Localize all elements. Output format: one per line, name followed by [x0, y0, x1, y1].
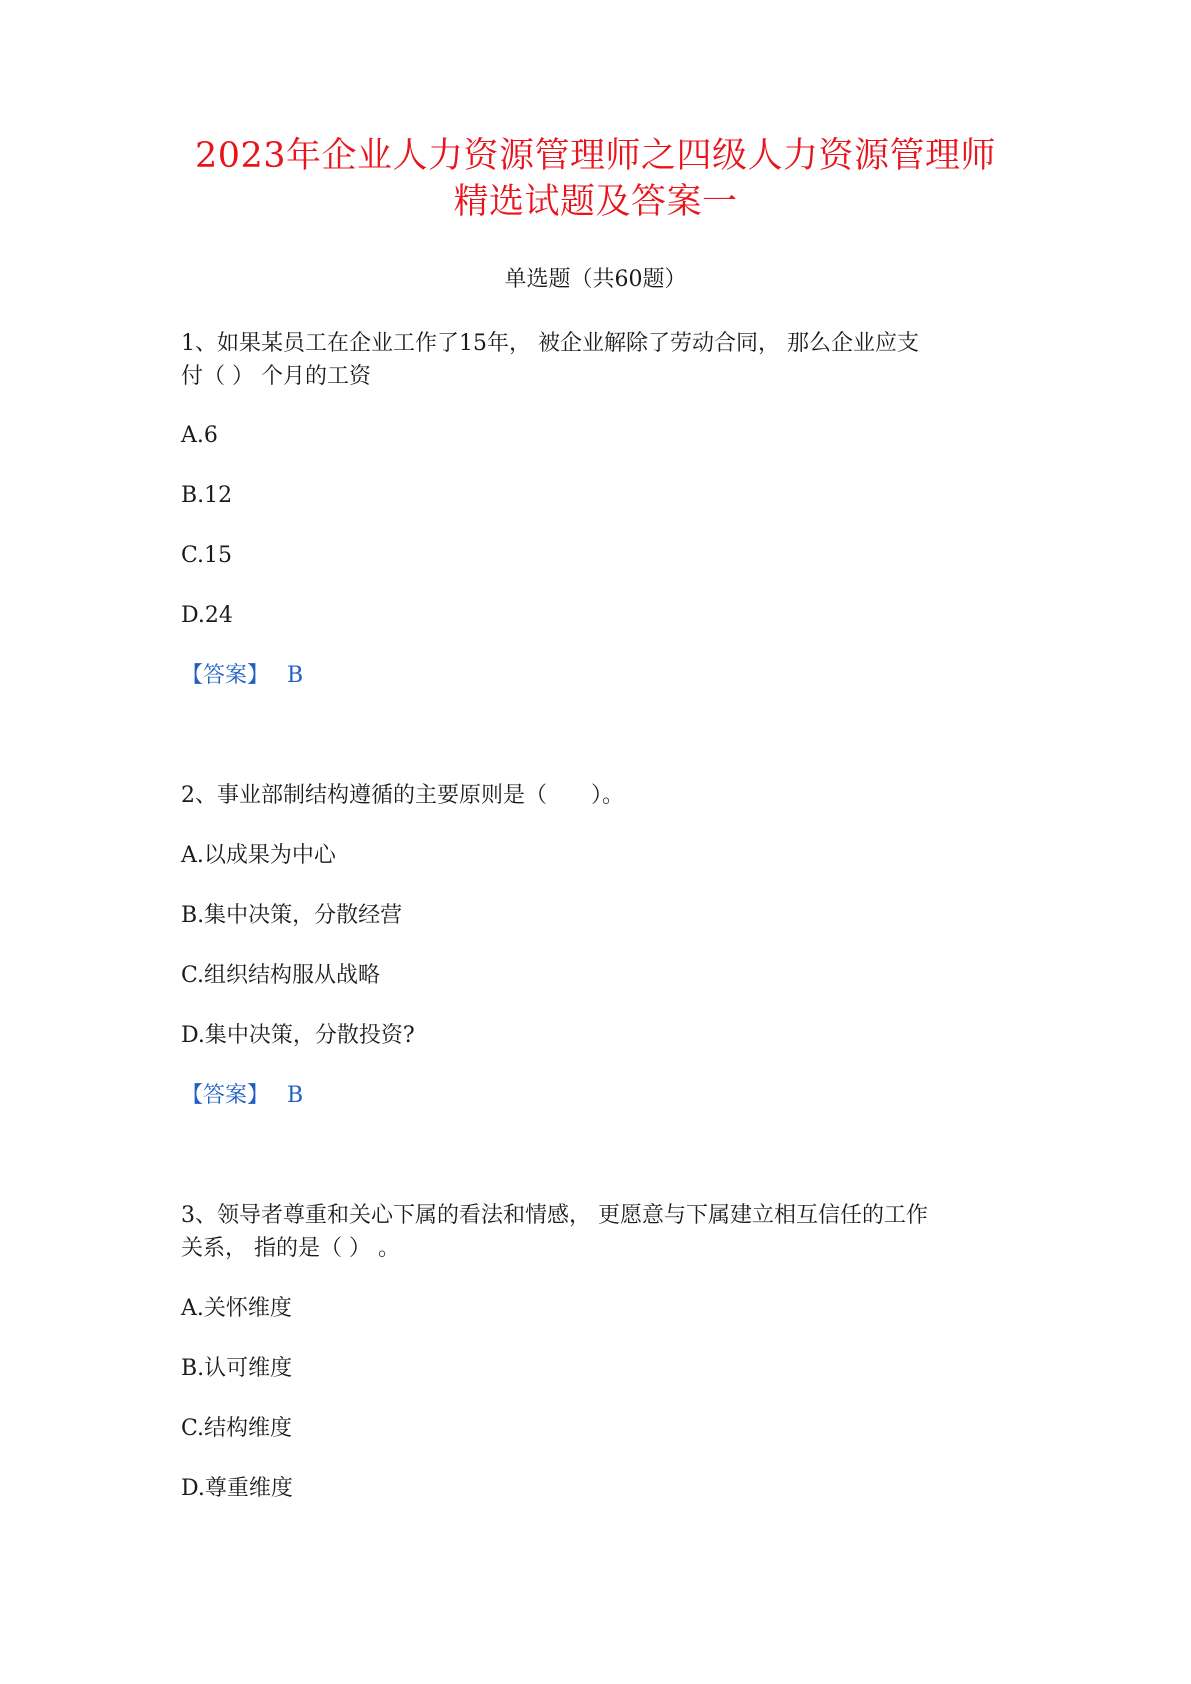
- question-2-answer-label: 【答案】: [181, 1083, 270, 1108]
- question-2-option-b: B.集中决策，分散经营: [181, 903, 403, 928]
- question-3-option-a: A.关怀维度: [181, 1296, 292, 1321]
- question-2-answer: [181, 1080, 303, 1112]
- document-title-line-2: 精选试题及答案一: [453, 182, 738, 222]
- question-1-option-a: A.6: [181, 423, 218, 448]
- question-1-option-b: B.12: [181, 483, 233, 508]
- question-2-option-c: C.组织结构服从战略: [181, 963, 381, 988]
- question-1-answer-label: 【答案】: [181, 663, 270, 688]
- question-2-stem-line-1: 2、事业部制结构遵循的主要原则是（ ）。: [181, 783, 624, 808]
- question-1-option-d: D.24: [181, 603, 233, 628]
- question-2-answer-value: B: [287, 1083, 304, 1108]
- question-3-option-b: B.认可维度: [181, 1356, 293, 1381]
- question-2-option-a: A.以成果为中心: [181, 843, 336, 868]
- question-3-option-c: C.结构维度: [181, 1416, 293, 1441]
- question-3-stem-line-2: 关系， 指的是（ ） 。: [181, 1236, 400, 1261]
- question-3-option-d: D.尊重维度: [181, 1476, 293, 1501]
- section-heading: 单选题（共60题）: [504, 267, 687, 292]
- document-title-line-1: 2023年企业人力资源管理师之四级人力资源管理师: [194, 136, 997, 176]
- question-1-stem-line-1: 1、如果某员工在企业工作了15年， 被企业解除了劳动合同， 那么企业应支: [181, 331, 919, 356]
- question-2-option-d: D.集中决策，分散投资?: [181, 1023, 415, 1048]
- question-3-stem-line-1: 3、领导者尊重和关心下属的看法和情感， 更愿意与下属建立相互信任的工作: [181, 1203, 928, 1228]
- question-1-answer-value: B: [287, 663, 304, 688]
- question-1-option-c: C.15: [181, 543, 233, 568]
- question-1-stem-line-2: 付（ ） 个月的工资: [181, 364, 371, 389]
- question-1-answer: [181, 660, 303, 692]
